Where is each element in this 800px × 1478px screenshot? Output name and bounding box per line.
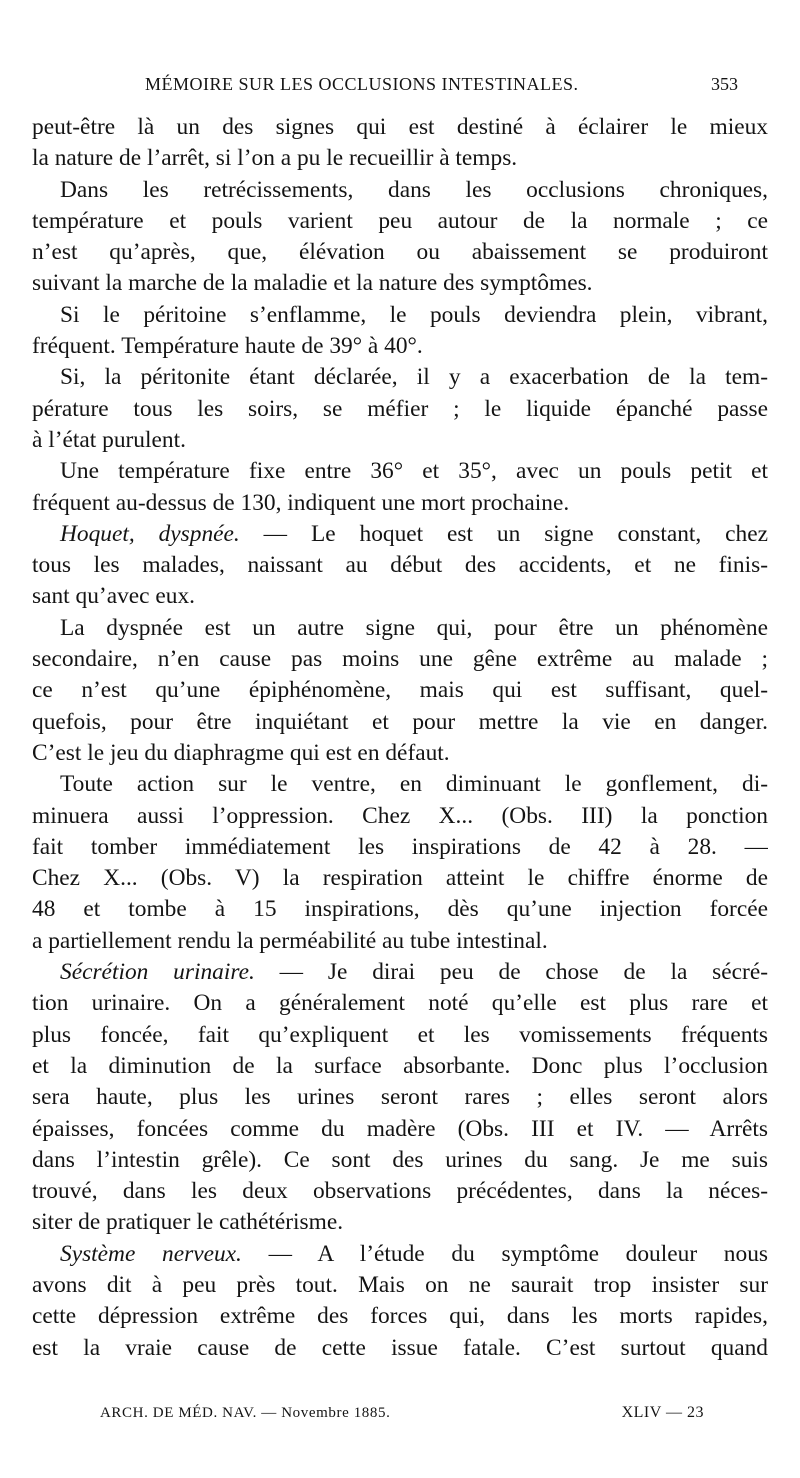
text-line	[32, 175, 768, 206]
text-line	[32, 1239, 768, 1270]
text-line	[32, 237, 768, 268]
text-line	[32, 1082, 768, 1113]
line-text: tous les malades, naissant au début des accidents, et ne finis-	[32, 552, 768, 579]
line-text: cette dépression extrême des forces qui, dans les morts rapides,	[32, 1303, 768, 1330]
text-line	[32, 331, 768, 362]
text-line	[32, 863, 768, 894]
line-text: — Je dirai peu de chose de la sécré-	[254, 959, 768, 986]
line-text: la nature de l’arrêt, si l’on a pu le recueillir à temps.	[32, 145, 518, 172]
line-text: siter de pratiquer le cathétérisme.	[32, 1209, 344, 1236]
text-line	[32, 112, 768, 143]
line-text: avons dit à peu près tout. Mais on ne saurait trop insister sur	[32, 1271, 768, 1298]
line-text: dans l’intestin grêle). Ce sont des urines du sang. Je me suis	[32, 1146, 768, 1173]
line-text: trouvé, dans les deux observations précédentes, dans la néces-	[32, 1178, 768, 1205]
text-line	[32, 988, 768, 1019]
text-line	[32, 1333, 768, 1364]
text-line	[32, 1270, 768, 1301]
text-line	[32, 957, 768, 988]
text-line	[32, 143, 768, 174]
line-text: n’est qu’après, que, élévation ou abaissement se produiront	[32, 239, 768, 266]
text-line	[32, 675, 768, 706]
line-text: — Le hoquet est un signe constant, chez	[239, 520, 768, 547]
line-text: fréquent. Température haute de 39° à 40°.	[32, 333, 423, 360]
text-line	[32, 550, 768, 581]
body-text	[32, 112, 768, 1364]
text-line	[32, 738, 768, 769]
line-text: peut-être là un des signes qui est destiné à éclairer le mieux	[32, 114, 768, 140]
line-text: 48 et tombe à 15 inspirations, dès qu’une injection forcée	[32, 896, 768, 923]
running-header	[145, 74, 738, 95]
text-line	[32, 1176, 768, 1207]
text-line	[32, 300, 768, 331]
line-text: Si, la péritonite étant déclarée, il y a exacerbation de la tem-	[60, 364, 768, 391]
text-line	[32, 456, 768, 487]
line-text: épaisses, foncées comme du madère (Obs. III et IV. — Arrêts	[32, 1115, 768, 1142]
line-text: — A l’étude du symptôme douleur nous	[241, 1240, 768, 1267]
text-line	[32, 613, 768, 644]
text-line	[32, 1145, 768, 1176]
line-text: Toute action sur le ventre, en diminuant le gonflement, di-	[60, 771, 768, 798]
footer-signature: XLIV — 23	[621, 1404, 704, 1421]
section-heading: Système nerveux.	[60, 1240, 242, 1267]
section-heading: Hoquet, dyspnée.	[60, 520, 240, 547]
text-line	[32, 1301, 768, 1332]
text-line	[32, 362, 768, 393]
line-text: ce n’est qu’une épiphénomène, mais qui est suffisant, quel-	[32, 677, 768, 704]
text-line	[32, 644, 768, 675]
text-line	[32, 519, 768, 550]
line-text: est la vraie cause de cette issue fatale. C’est surtout quand	[32, 1334, 768, 1361]
text-line	[32, 488, 768, 519]
line-text: suivant la marche de la maladie et la nature des symptômes.	[32, 270, 593, 297]
line-text: sera haute, plus les urines seront rares ; elles seront alors	[32, 1084, 768, 1111]
line-text: Dans les retrécissements, dans les occlusions chroniques,	[60, 176, 768, 203]
page-number: 353	[711, 74, 738, 94]
text-line	[32, 832, 768, 863]
running-title: MÉMOIRE SUR LES OCCLUSIONS INTESTINALES.	[145, 74, 579, 94]
line-text: sant qu’avec eux.	[32, 583, 196, 610]
text-line	[32, 801, 768, 832]
text-line	[32, 425, 768, 456]
line-text: secondaire, n’en cause pas moins une gêne extrême au malade ;	[32, 646, 768, 673]
line-text: C’est le jeu du diaphragme qui est en défaut.	[32, 739, 450, 766]
text-line	[32, 1114, 768, 1145]
text-line	[32, 926, 768, 957]
section-heading: Sécrétion urinaire.	[60, 959, 255, 986]
line-text: plus foncée, fait qu’expliquent et les vomissements fréquents	[32, 1021, 768, 1048]
line-text: a partiellement rendu la perméabilité au tube intestinal.	[32, 927, 548, 954]
line-text: Une température fixe entre 36° et 35°, avec un pouls petit et	[60, 458, 768, 485]
text-line	[32, 394, 768, 425]
text-line	[32, 206, 768, 237]
line-text: à l’état purulent.	[32, 426, 186, 453]
line-text: fréquent au-dessus de 130, indiquent une mort prochaine.	[32, 489, 570, 516]
line-text: température et pouls varient peu autour de la normale ; ce	[32, 207, 768, 234]
text-line	[32, 707, 768, 738]
line-text: pérature tous les soirs, se méfier ; le liquide épanché passe	[32, 395, 768, 422]
line-text: quefois, pour être inquiétant et pour mettre la vie en danger.	[32, 708, 768, 735]
text-line	[32, 1020, 768, 1051]
text-line	[32, 769, 768, 800]
footer-journal: ARCH. DE MÉD. NAV. — Novembre 1885.	[100, 1405, 391, 1421]
text-line	[32, 268, 768, 299]
line-text: fait tomber immédiatement les inspirations de 42 à 28. —	[32, 833, 768, 860]
line-text: minuera aussi l’oppression. Chez X... (Obs. III) la ponction	[32, 802, 768, 829]
page-footer	[100, 1404, 704, 1422]
line-text: Si le péritoine s’enflamme, le pouls deviendra plein, vibrant,	[60, 301, 768, 328]
text-line	[32, 1051, 768, 1082]
line-text: tion urinaire. On a généralement noté qu’elle est plus rare et	[32, 990, 768, 1017]
text-line	[32, 894, 768, 925]
line-text: Chez X... (Obs. V) la respiration atteint le chiffre énorme de	[32, 865, 768, 892]
text-line	[32, 581, 768, 612]
line-text: et la diminution de la surface absorbante. Donc plus l’occlusion	[32, 1052, 768, 1079]
line-text: La dyspnée est un autre signe qui, pour être un phénomène	[60, 614, 768, 641]
text-line	[32, 1207, 768, 1238]
